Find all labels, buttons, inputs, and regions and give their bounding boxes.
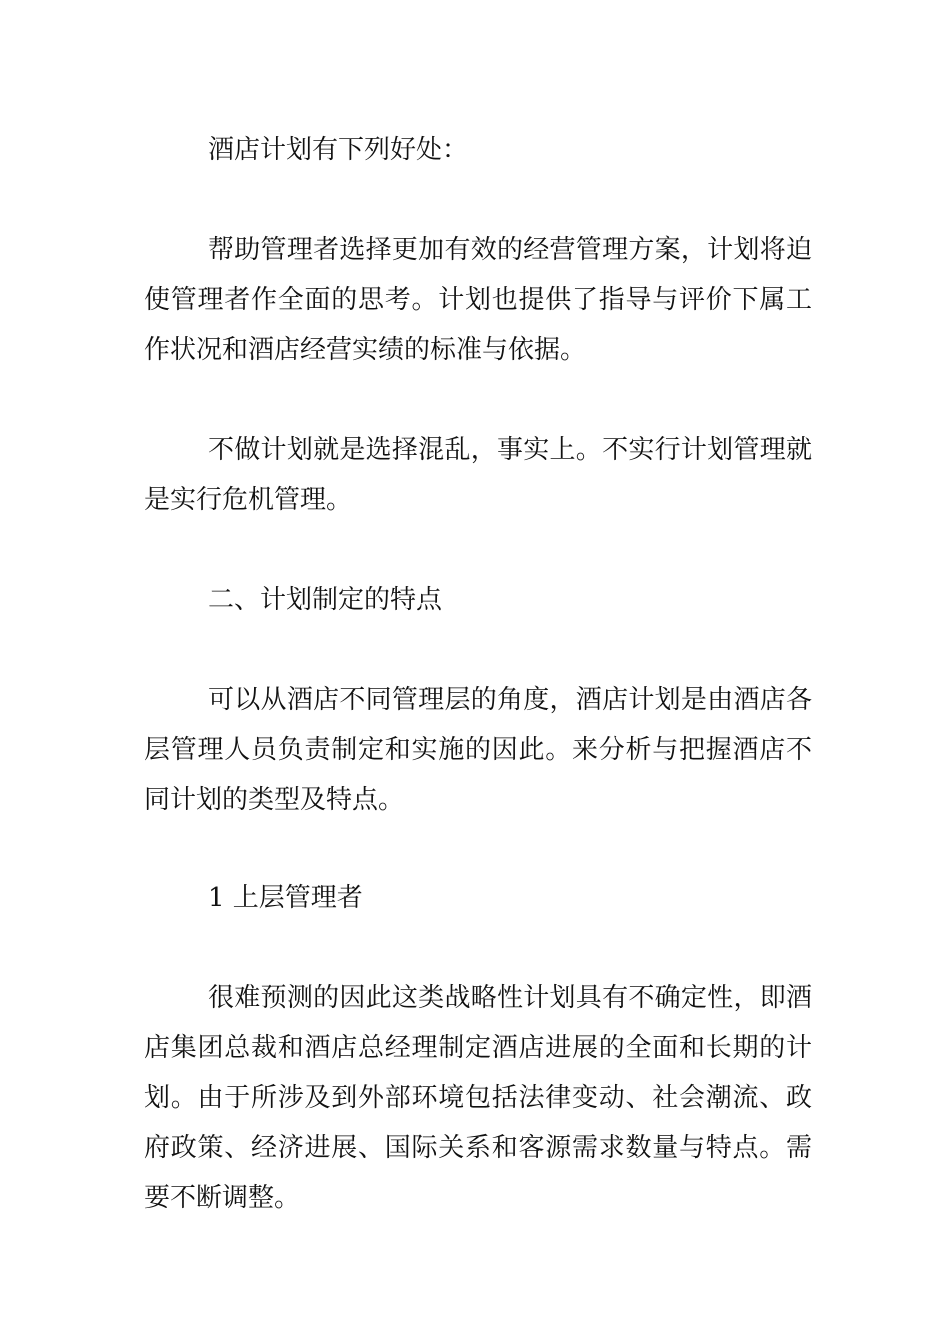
- paragraph-no-plan: 不做计划就是选择混乱，事实上。不实行计划管理就是实行危机管理。: [144, 435, 812, 515]
- paragraph-benefits-detail: 帮助管理者选择更加有效的经营管理方案，计划将迫使管理者作全面的思考。计划也提供了指导与评价下属工作状况和酒店经营实绩的标准与依据。: [144, 235, 812, 365]
- paragraph-benefits-intro: 酒店计划有下列好处：: [208, 135, 469, 165]
- subheading-upper-management: 1 上层管理者: [208, 883, 363, 913]
- paragraph-strategic-planning: 很难预测的因此这类战略性计划具有不确定性，即酒店集团总裁和酒店总经理制定酒店进展的全面和长期的计划。由于所涉及到外部环境包括法律变动、社会潮流、政府政策、经济进展、国际关系和客源需求数量与特点。需要不断调整。: [144, 983, 812, 1213]
- paragraph-management-levels: 可以从酒店不同管理层的角度，酒店计划是由酒店各层管理人员负责制定和实施的因此。来分析与把握酒店不同计划的类型及特点。: [144, 685, 812, 815]
- section-heading-plan-features: 二、计划制定的特点: [208, 585, 443, 615]
